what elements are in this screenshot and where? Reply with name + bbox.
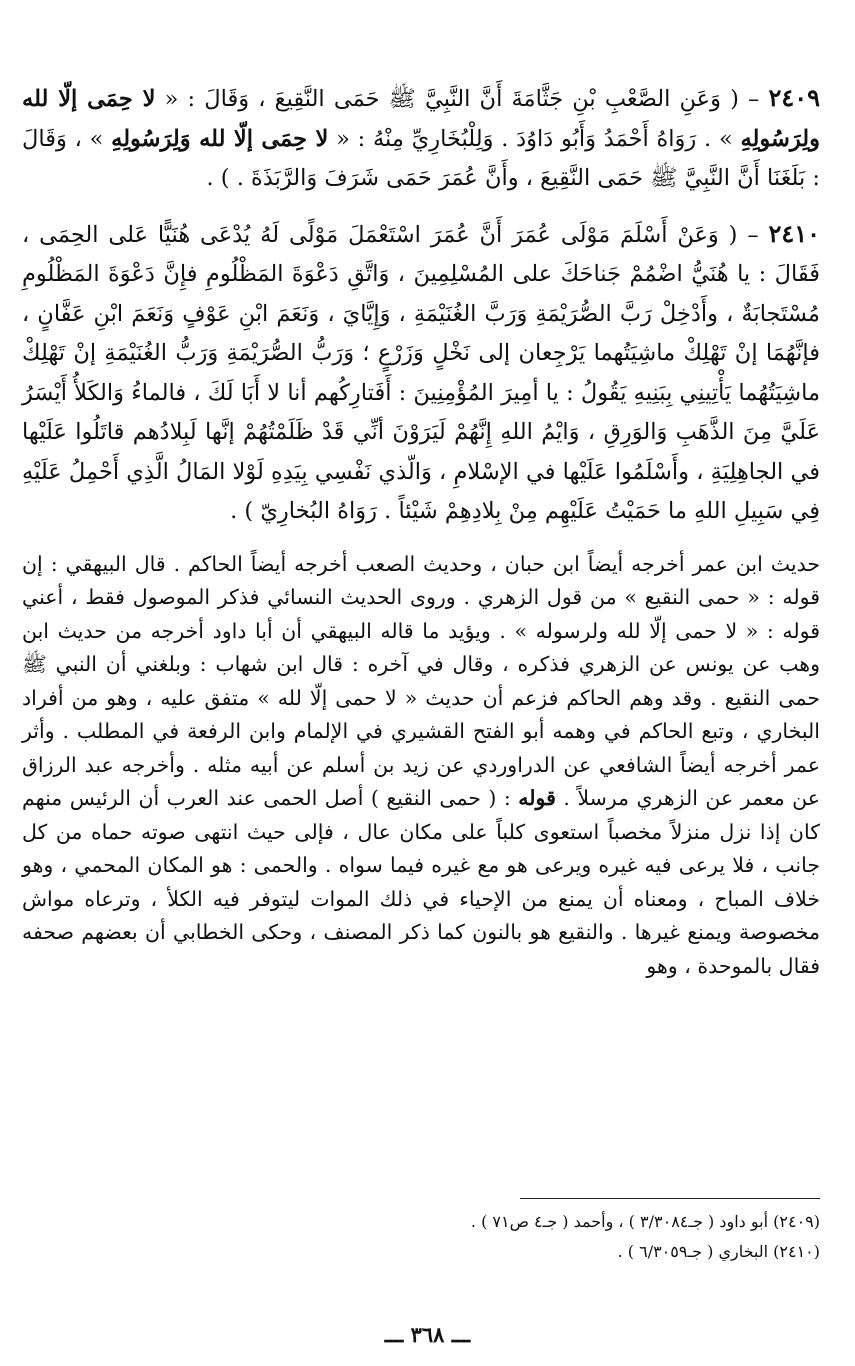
page-number: ـــ ٣٦٨ ـــ	[384, 1322, 471, 1347]
hadith-2409	[22, 78, 820, 199]
hadith-text: » . رَوَاهُ أَحْمَدُ وَأَبُو دَاوُدَ . وَلِلْبُخَارِيِّ مِنْهُ : «	[328, 125, 741, 152]
hadith-text: – ( وَعَنْ أَسْلَمَ مَوْلَى عُمَرَ أَنَّ عُمَرَ اسْتَعْمَلَ مَوْلًى لَهُ يُدْعَى هُنَيًّا عَلى الحِمَى ، فَقَالَ : يا هُنَيُّ اضْمُمْ جَناحَكَ على المُسْلِمِينَ ، وَاتَّقِ دَعْوَةَ المَظْلُومِ فإِنَّ دَعْوَةَ المَظْلُومِ مُسْتَجابَةٌ ، وأَدْخِلْ رَبَّ الصُّرَيْمَةِ وَرَبَّ الغُنَيْمَةِ ، وَإِيَّايَ ، وَنَعَمَ ابْنِ عَوْفٍ وَنَعَمَ ابْنِ عَفَّانٍ ، فإنَّهُمَا إنْ تَهْلِكْ ماشِيَتُهما يَرْجِعان إلى نَخْلٍ وَزَرْعٍ ؛ وَرَبُّ الصُّرَيْمَةِ وَرَبُّ الغُنَيْمَةِ إنْ تَهْلِكْ ماشِيَتُهُما يَأْتِينِي بِبَنِيهِ يَقُولُ : يا أمِيرَ المُؤْمِنِينَ : أَفَتارِكُهم أنا لا أَبَا لَكَ ، فالماءُ وَالكَلأُ أَيْسَرُ عَلَيَّ مِنَ الذَّهَبِ وَالوَرِقِ ، وَايْمُ اللهِ إِنَّهُمْ لَيَرَوْنَ أنِّي قَدْ ظَلَمْتُهُمْ إنَّها لَبِلادُهم قاتَلُوا عَلَيْها في الجاهِلِيَةِ ، وأَسْلَمُوا عَلَيْها في الإسْلامِ ، وَالّذي نَفْسِي بِيَدِهِ لَوْلا المَالُ الَّذِي أَحْمِلُ عَلَيْهِ فِي سَبِيلِ اللهِ ما حَمَيْتُ عَلَيْهِم مِنْ بِلادِهِمْ شَيْئاً . رَوَاهُ البُخارِيّ ) .	[22, 221, 820, 524]
footnote: (٢٤١٠) البخاري ( جـ٦/٣٠٥٩ ) .	[617, 1242, 820, 1261]
commentary-keyword: قوله	[518, 786, 556, 810]
commentary-text: حديث ابن عمر أخرجه أيضاً ابن حبان ، وحديث الصعب أخرجه أيضاً الحاكم . قال البيهقي : إن قوله : « حمى النقيع » من قول الزهري . وروى الحديث النسائي فذكر الموصول فقط ، أعني قوله : « لا حمى إلّا لله ولرسوله » . ويؤيد ما قاله البيهقي أن أبا داود أخرجه من حديث ابن وهب عن يونس عن الزهري فذكره ، وقال في آخره : قال ابن شهاب : وبلغني أن النبي ﷺ حمى النقيع . وقد وهم الحاكم فزعم أن حديث « لا حمى إلّا لله » متفق عليه ، وهو من أفراد البخاري ، وتبع الحاكم في وهمه أبو الفتح القشيري في الإلمام وابن الرفعة في المطلب . وأثر عمر أخرجه أيضاً الشافعي عن الدراوردي عن زيد بن أسلم عن أبيه مثله . وأخرجه عبد الرزاق عن معمر عن الزهري مرسلاً .	[22, 551, 820, 810]
commentary	[22, 548, 820, 984]
hadith-number: ٢٤١٠	[768, 218, 820, 248]
footnote-separator	[520, 1198, 820, 1199]
footnotes	[22, 1207, 820, 1267]
main-text	[22, 78, 820, 983]
hadith-number: ٢٤٠٩	[768, 83, 821, 112]
hadith-text: » ، وَقَالَ : بَلَغَنَا أَنَّ النَّبِيَّ ﷺ حَمَى النَّقِيعَ ، وأَنَّ عُمَرَ حَمَى شَرَفَ وَالرَّبَذَةَ . ) .	[22, 125, 820, 191]
hadith-quote: لا حِمَى إلّا لله ولِرَسُولِهِ	[22, 86, 820, 152]
hadith-text: – ( وَعَنِ الصَّعْبِ بْنِ جَثَّامَةَ أَنَّ النَّبِيَّ ﷺ حَمَى النَّقِيعَ ، وَقَالَ : «	[155, 86, 769, 112]
commentary-text: : ( حمى النقيع ) أصل الحمى عند العرب أن الرئيس منهم كان إذا نزل منزلاً مخصباً استعوى كلباً على مكان عال ، فإلى حيث انتهى صوته حماه من كل جانب ، فلا يرعى فيه غيره ويرعى هو مع غيره فيما سواه . والحمى : هو المكان المحمي ، وهو خلاف المباح ، ومعناه أن يمنع من الإحياء في ذلك الموات ليتوفر فيه الكلأ ، وترعاه مواش مخصوصة ويمنع غيرها . والنقيع هو بالنون كما ذكر المصنف ، وحكى الخطابي أن بعضهم صحفه فقال بالموحدة ، وهو	[22, 786, 820, 978]
hadith-quote: لا حِمَى إلّا لله وَلِرَسُولِهِ	[111, 125, 329, 152]
hadith-2410	[22, 214, 820, 532]
footnote: (٢٤٠٩) أبو داود ( جـ٣/٣٠٨٤ ) ، وأحمد ( جـ٤ ص٧١ ) .	[470, 1212, 820, 1231]
